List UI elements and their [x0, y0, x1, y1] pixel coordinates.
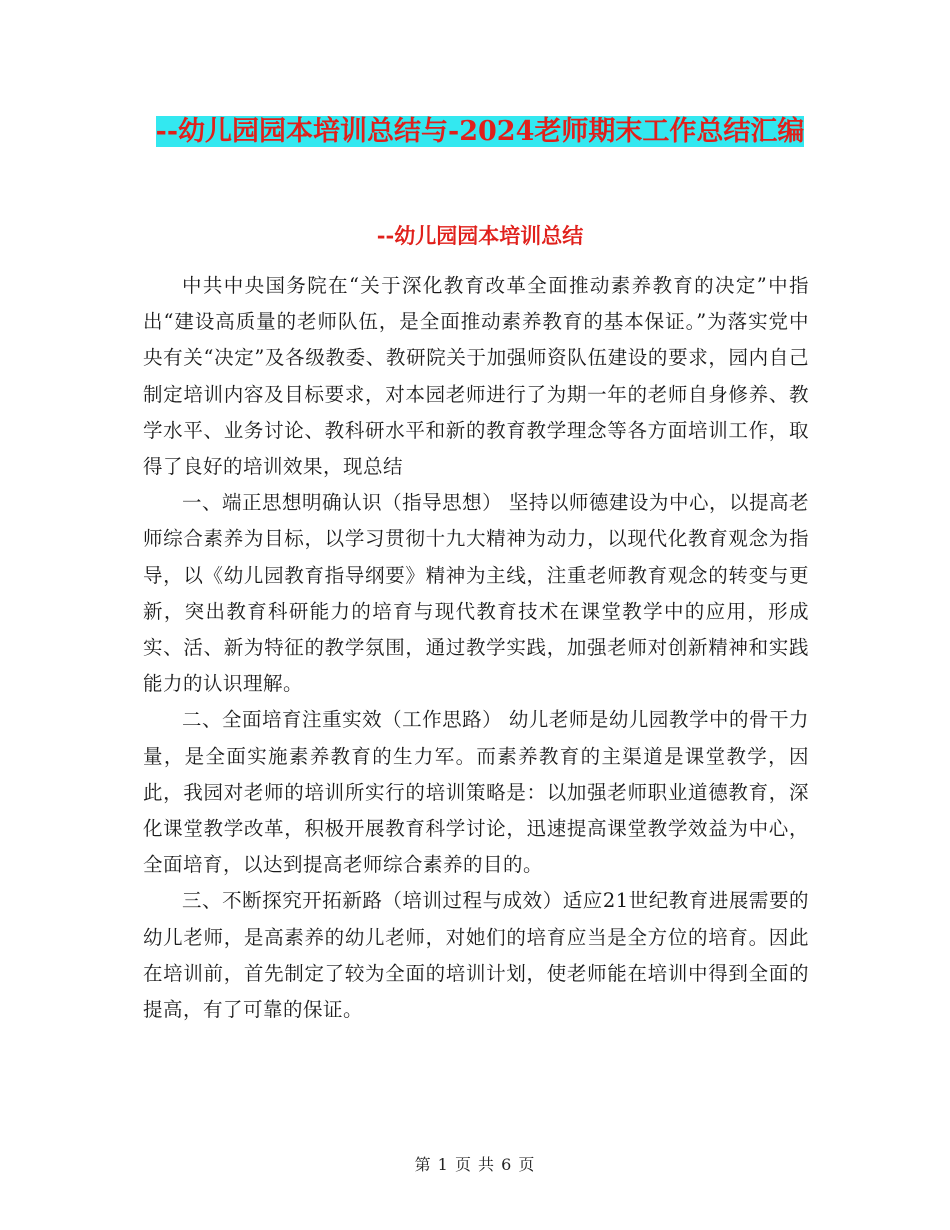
document-title	[140, 108, 820, 156]
paragraph: 三、不断探究开拓新路（培训过程与成效）适应21世纪教育进展需要的幼儿老师，是高素养的幼儿老师，对她们的培育应当是全方位的培育。因此在培训前，首先制定了较为全面的培训计划，使老师能在培训中得到全面的提高，有了可靠的保证。	[143, 889, 809, 1022]
paragraph: 中共中央国务院在“关于深化教育改革全面推动素养教育的决定”中指出“建设高质量的老师队伍，是全面推动素养教育的基本保证。”为落实党中央有关“决定”及各级教委、教研院关于加强师资队伍建设的要求，园内自己制定培训内容及目标要求，对本园老师进行了为期一年的老师自身修养、教学水平、业务讨论、教科研水平和新的教育教学理念等各方面培训工作，取得了良好的培训效果，现总结	[143, 274, 809, 479]
page-footer: 第 1 页 共 6 页	[414, 1155, 536, 1174]
document-title-text: --幼儿园园本培训总结与-2024老师期末工作总结汇编	[155, 116, 805, 147]
paragraph: 一、端正思想明确认识（指导思想） 坚持以师德建设为中心，以提高老师综合素养为目标，以学习贯彻十九大精神为动力，以现代化教育观念为指导，以《幼儿园教育指导纲要》精神为主线，注重老师教育观念的转变与更新，突出教育科研能力的培育与现代教育技术在课堂教学中的应用，形成实、活、新为特征的教学氛围，通过教学实践，加强老师对创新精神和实践能力的认识理解。	[143, 491, 809, 696]
paragraph: 二、全面培育注重实效（工作思路） 幼儿老师是幼儿园教学中的骨干力量，是全面实施素养教育的生力军。而素养教育的主渠道是课堂教学，因此，我园对老师的培训所实行的培训策略是：以加强老师职业道德教育，深化课堂教学改革，积极开展教育科学讨论，迅速提高课堂教学效益为中心，全面培育，以达到提高老师综合素养的目的。	[143, 708, 809, 877]
document-body	[143, 268, 809, 1028]
section-title: --幼儿园园本培训总结	[376, 223, 584, 248]
